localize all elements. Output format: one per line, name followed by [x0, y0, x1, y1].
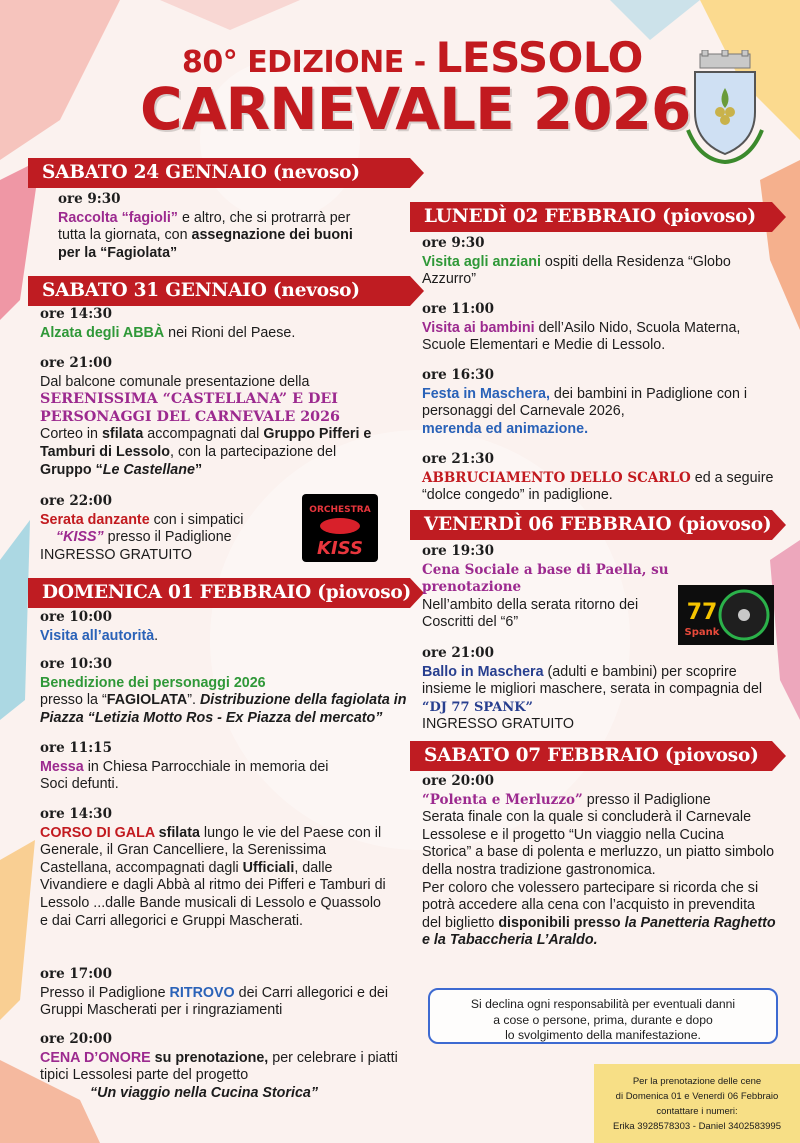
dj-77-spank-logo — [678, 585, 774, 645]
event-sun01-1115: ore 11:15 Messa in Chiesa Parrocchiale in memoria dei Soci defunti. — [40, 740, 329, 793]
svg-text:ORCHESTRA: ORCHESTRA — [309, 505, 371, 515]
edition-heading: 80° EDIZIONE - LESSOLO — [182, 33, 643, 82]
svg-text:KISS: KISS — [317, 538, 363, 559]
event-sun01-1030: ore 10:30 Benedizione dei personaggi 2026 presso la “FAGIOLATA”. Distribuzione della fagiolata in Piazza “Letizia Motto Ros - Ex Piazza del mercato” — [40, 656, 407, 726]
svg-text:Spank: Spank — [684, 627, 720, 638]
day-banner-sat07: SABATO 07 FEBBRAIO (piovoso) — [410, 741, 772, 771]
event-sun01-1430: ore 14:30 CORSO DI GALA sfilata lungo le vie del Paese con il Generale, il Gran Cancelliere, la Serenissima Castellana, accompagnati dagli Ufficiali, dalle Vivandiere e dagli Abbà al ritmo dei Pifferi e Tamburi di Lessolo ...dalle Bande musicali di Lessolo e Quassolo e dai Carri allegorici e Gruppi Mascherati. — [40, 806, 386, 929]
event-mon02-2130: ore 21:30 ABBRUCIAMENTO DELLO SCARLO ed a seguire “dolce congedo” in padiglione. — [422, 451, 774, 504]
event-sat31-2200: ore 22:00 Serata danzante con i simpatici “KISS” presso il Padiglione INGRESSO GRATUITO — [40, 493, 244, 563]
kiss-logo — [302, 494, 378, 562]
event-sat24-0930: ore 9:30 Raccolta “fagioli” e altro, che si protrarrà per tutta la giornata, con assegnazione dei buoni per la “Fagiolata” — [58, 191, 353, 261]
event-sun01-1700: ore 17:00 Presso il Padiglione RITROVO dei Carri allegorici e dei Gruppi Mascherati per i ringraziamenti — [40, 966, 389, 1019]
event-fri06-1930: ore 19:30 Cena Sociale a base di Paella, su prenotazione Nell’ambito della serata ritorno dei Coscritti del “6” — [422, 543, 669, 631]
event-sat07-2000: ore 20:00 “Polenta e Merluzzo” presso il Padiglione Serata finale con la quale si concluderà il Carnevale Lessolese e il progetto “Un viaggio nella Cucina Storica” a base di polenta e merluzzo, un piatto simbolo della nostra tradizione gastronomica. Per coloro che volessero partecipare si ricorda che si potrà accedere alla cena con l’acquisto in prevendita del biglietto disponibili presso la Panetteria Raghetto e la Tabaccheria L’Araldo. — [422, 773, 776, 949]
event-sun01-1000: ore 10:00 Visita all’autorità. — [40, 609, 159, 644]
day-banner-fri06: VENERDÌ 06 FEBBRAIO (piovoso) — [410, 510, 772, 540]
event-sat31-2100: ore 21:00 Dal balcone comunale presentazione della SERENISSIMA “CASTELLANA” E DEI PERSONAGGI DEL CARNEVALE 2026 Corteo in sfilata accompagnati dal Gruppo Pifferi e Tamburi di Lessolo, con la partecipazione del Gruppo “Le Castellane” — [40, 355, 372, 478]
day-banner-sat31: SABATO 31 GENNAIO (nevoso) — [28, 276, 410, 306]
event-fri06-2100: ore 21:00 Ballo in Maschera (adulti e bambini) per scoprire insieme le migliori maschere, serata in compagnia del “DJ 77 SPANK” INGRESSO GRATUITO — [422, 645, 763, 733]
municipal-crest-icon — [680, 50, 770, 170]
day-banner-sat24: SABATO 24 GENNAIO (nevoso) — [28, 158, 410, 188]
page-title: CARNEVALE 2026 — [140, 75, 691, 143]
event-mon02-0930: ore 9:30 Visita agli anziani ospiti della Residenza “Globo Azzurro” — [422, 235, 731, 288]
liability-disclaimer: Si declina ogni responsabilità per eventuali danni a cose o persone, prima, durante e dopo lo svolgimento della manifestazione. — [428, 988, 778, 1044]
day-banner-mon02: LUNEDÌ 02 FEBBRAIO (piovoso) — [410, 202, 772, 232]
event-mon02-1100: ore 11:00 Visita ai bambini dell’Asilo Nido, Scuola Materna, Scuole Elementari e Medie di Lessolo. — [422, 301, 741, 354]
event-mon02-1630: ore 16:30 Festa in Maschera, dei bambini in Padiglione con i personaggi del Carnevale 2026, merenda ed animazione. — [422, 367, 748, 437]
svg-text:77: 77 — [686, 600, 718, 625]
booking-contacts: Per la prenotazione delle cene di Domenica 01 e Venerdì 06 Febbraio contattare i numeri: Erika 3928578303 - Daniel 3402583995 — [594, 1064, 800, 1143]
event-sun01-2000: ore 20:00 CENA D’ONORE su prenotazione, per celebrare i piatti tipici Lessolesi parte del progetto “Un viaggio nella Cucina Storica” — [40, 1031, 398, 1101]
event-sat31-1430: ore 14:30 Alzata degli ABBÀ nei Rioni del Paese. — [40, 306, 296, 341]
day-banner-sun01: DOMENICA 01 FEBBRAIO (piovoso) — [28, 578, 410, 608]
